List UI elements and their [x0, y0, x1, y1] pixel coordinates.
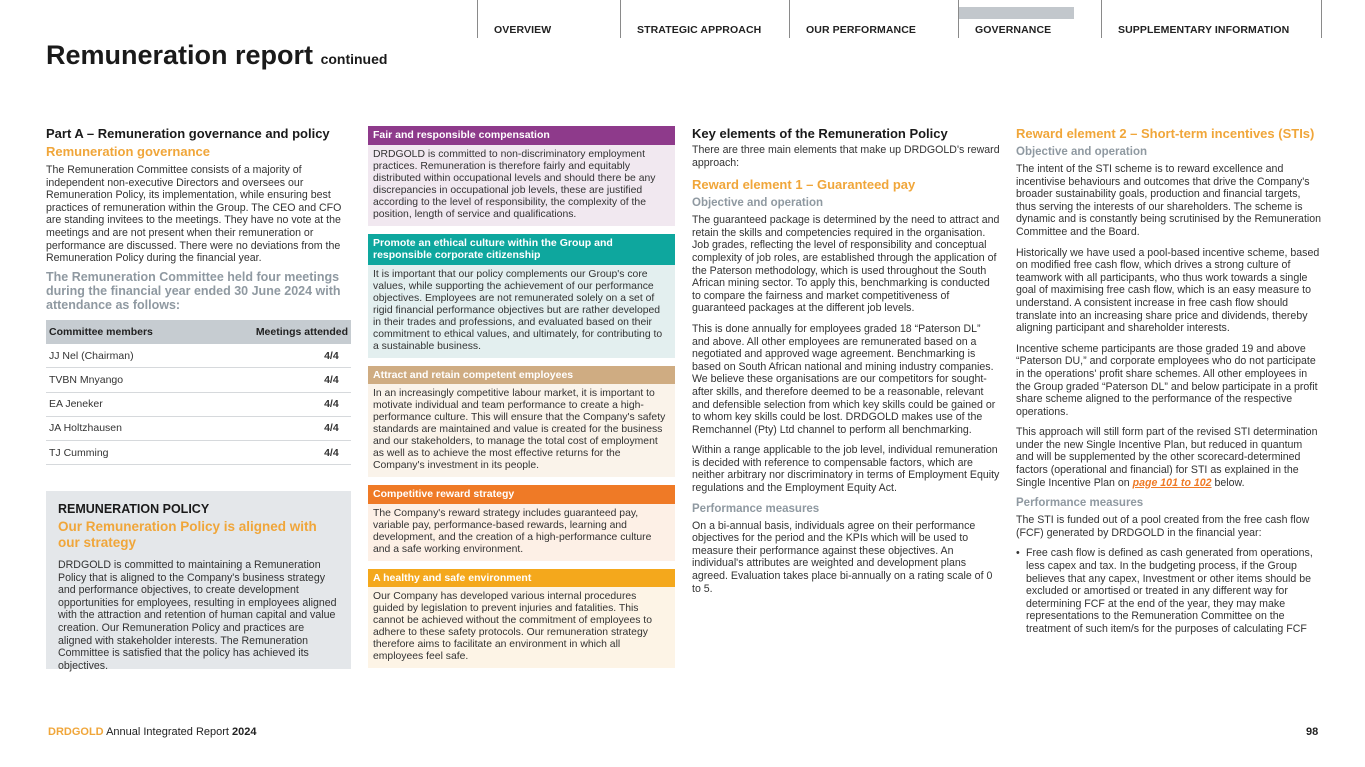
principle-box-ethical-culture: [368, 234, 675, 358]
attendance-value: 4/4: [165, 416, 351, 440]
body-paragraph: On a bi-annual basis, individuals agree on their performance objectives for the period and the KPIs which will be used to measure their performance against these objectives. An individual's attributes are weighted and development plans agreed. Evaluation takes place bi-annually on a rating scale of 0 to 5.: [692, 519, 993, 595]
objective-heading: Objective and operation: [692, 197, 823, 210]
performance-heading: Performance measures: [1016, 497, 1144, 510]
principle-text: DRDGOLD is committed to non-discriminatory employment practices. Remuneration is therefore fairly and equitably distributed within occupational levels and should there be any discrepancies in occupational job levels, these are justified according to the level of responsibility, the complexity of the position, length of service and qualifications.: [373, 148, 656, 220]
bullet-list: [1016, 547, 1322, 635]
policy-text: DRDGOLD is committed to maintaining a Remuneration Policy that is aligned to the Company's business strategy and performance objectives, to create development opportunities for employees, resulting in employees aligned with the attraction and retention of human capital and value creation. Our Remuneration Policy and practices are aligned with stakeholder interests. The Remuneration Committee is satisfied that the policy has achieved its objectives.: [58, 559, 337, 672]
top-navigation: [477, 0, 1322, 38]
footer-year: 2024: [232, 726, 257, 738]
member-name: TVBN Mnyango: [46, 368, 165, 392]
policy-title: REMUNERATION POLICY: [58, 502, 210, 516]
principle-title: Promote an ethical culture within the Group and responsible corporate citizenship: [368, 234, 675, 265]
body-paragraph: Within a range applicable to the job level, individual remuneration is decided with reference to compensable factors, which are neither arbitrary nor discriminatory in terms of Employment Equity regulations and the Employment Equity Act.: [692, 444, 1000, 495]
principle-box-healthy-safe: [368, 569, 675, 669]
table-header-meetings: Meetings attended: [165, 320, 351, 344]
member-name: JA Holtzhausen: [46, 416, 165, 440]
page-title-suffix: continued: [320, 51, 388, 67]
column-principles: [368, 126, 675, 668]
body-paragraph: The STI is funded out of a pool created from the free cash flow (FCF) generated by DRDGOLD in the financial year:: [1016, 514, 1310, 539]
paragraph-text: This approach will still form part of the revised STI determination under the new Single Incentive Plan, but reduced in quantum and will be supplemented by the other scorecard-determined factors (operational and financial) for STI as explained in the Single Incentive Plan on: [1016, 426, 1318, 489]
policy-subtitle: Our Remuneration Policy is aligned with our strategy: [58, 519, 317, 550]
nav-tab-strategic-approach[interactable]: [620, 0, 789, 38]
column-guaranteed-pay: [692, 126, 1000, 603]
governance-paragraph: The Remuneration Committee consists of a majority of independent non-executive Directors and oversees our Remuneration Policy, its implementation, while ensuring best practices of remuneration within the Group. The CEO and CFO are standing invitees to the meetings. They have no vote at the meetings and are not present when their remuneration or performance are discussed. There were no deviations from the Remuneration Policy during the financial year.: [46, 164, 342, 265]
committee-table: [46, 320, 351, 465]
nav-tab-overview[interactable]: [477, 0, 620, 38]
member-name: TJ Cumming: [46, 441, 165, 465]
nav-tab-label: OUR PERFORMANCE: [806, 24, 917, 36]
section-heading: Part A – Remuneration governance and policy: [46, 126, 330, 141]
page-title-text: Remuneration report: [46, 40, 314, 70]
principle-title: Fair and responsible compensation: [368, 126, 675, 145]
section-subheading: Remuneration governance: [46, 144, 210, 159]
member-name: JJ Nel (Chairman): [46, 344, 165, 368]
reward-element-heading: Reward element 2 – Short-term incentives (STIs): [1016, 126, 1315, 141]
attendance-value: 4/4: [165, 344, 351, 368]
nav-tab-label: STRATEGIC APPROACH: [637, 24, 762, 36]
footer: [48, 726, 257, 738]
remuneration-policy-box: [46, 491, 351, 672]
section-heading: Key elements of the Remuneration Policy: [692, 126, 948, 141]
nav-tab-our-performance[interactable]: [789, 0, 958, 38]
principle-text: It is important that our policy complements our Group's core values, while supporting the achievement of our performance objectives. Employees are not remunerated solely on a set of rigid financial performance objectives but are rather developed in their trades and professions, and evaluated based on their commitment to ethical values, and ultimately, for contributing to a sustainable business.: [373, 268, 663, 352]
principle-title: Competitive reward strategy: [368, 485, 675, 504]
list-item: • Free cash flow is defined as cash generated from operations, less capex and tax. In the budgeting process, if the Group believes that any capex, Investment or other items should be excluded or amortised or treated in any different way for determining FCF at the end of the year, they may make representations to the Remuneration Committee on the treatment of such item/s for the purposes of calculating FCF: [1016, 547, 1322, 635]
principle-text: The Company's reward strategy includes guaranteed pay, variable pay, performance-based rewards, learning and development, and the creation of a high-performance culture and a safe working environment.: [373, 507, 652, 555]
footer-brand: DRDGOLD: [48, 726, 104, 738]
page-reference-link[interactable]: page 101 to 102: [1132, 476, 1212, 489]
table-row: [46, 368, 351, 392]
page-title: [46, 40, 387, 71]
body-paragraph: This is done annually for employees graded 18 “Paterson DL” and above. All other employees are remunerated based on a negotiated and approved wage agreement. Benchmarking is based on South African national and mining industry companies. We believe these organisations are our competitors for sought-after skills, and therefore deemed to be a reasonable, relevant and defensible selection from which key skills could be gained or to whom key skills could be lost. DRDGOLD makes use of the Remchannel (Pty) Ltd channel to perform all benchmarking.: [692, 322, 996, 436]
body-paragraph: The guaranteed package is determined by the need to attract and retain the skills and competencies required in the organisation. Job grades, reflecting the level of responsibility and conceptual complexity of job roles, are established through the application of the Paterson methodology, which is used throughout the South African mining sector. To apply this, benchmarking is conducted to compare the fairness and market competitiveness of guaranteed packages at the different job levels.: [692, 214, 1000, 315]
nav-tab-governance[interactable]: [958, 0, 1101, 38]
table-row: [46, 441, 351, 465]
table-header-members: Committee members: [46, 320, 165, 344]
body-paragraph: Incentive scheme participants are those graded 19 and above “Paterson DU,” and corporate employees who do not participate in the operations' profit share schemes. All other employees in the Group graded “Paterson DL” and below participate in a profit share scheme aligned to the performance of the respective operations.: [1016, 342, 1318, 418]
attendance-value: 4/4: [165, 392, 351, 416]
attendance-value: 4/4: [165, 441, 351, 465]
member-name: EA Jeneker: [46, 392, 165, 416]
active-tab-indicator: [959, 7, 1074, 19]
principle-box-fair-compensation: [368, 126, 675, 226]
objective-heading: Objective and operation: [1016, 146, 1147, 158]
nav-tab-label: OVERVIEW: [494, 24, 552, 36]
column-governance: [46, 126, 351, 465]
reward-element-heading: Reward element 1 – Guaranteed pay: [692, 177, 916, 193]
performance-heading: Performance measures: [692, 502, 820, 515]
principle-title: Attract and retain competent employees: [368, 366, 675, 385]
nav-tab-label: SUPPLEMENTARY INFORMATION: [1118, 24, 1290, 36]
nav-tab-label: GOVERNANCE: [975, 24, 1052, 36]
page-number: 98: [1306, 726, 1319, 738]
nav-tab-supplementary-information[interactable]: [1101, 0, 1322, 38]
principle-box-attract-retain: [368, 366, 675, 478]
table-row: [46, 392, 351, 416]
principle-text: Our Company has developed various internal procedures guided by legislation to prevent injuries and fatalities. This cannot be achieved without the commitment of employees to adhere to these safety protocols. Our remuneration strategy therefore aims to facilitate an environment in which all employees feel safe.: [373, 591, 652, 662]
principle-box-competitive-reward: [368, 485, 675, 561]
principle-title: A healthy and safe environment: [368, 569, 675, 588]
body-paragraph: The intent of the STI scheme is to reward excellence and incentivise behaviours and outcomes that drive the Company's broader sustainability goals, production and financial targets, thus serving the interests of our shareholders. The scheme is dynamic and is constantly being scrutinised by the Remuneration Committee and the Board.: [1016, 163, 1322, 238]
body-paragraph: [1016, 426, 1322, 489]
column-short-term-incentives: [1016, 126, 1322, 636]
paragraph-text: below.: [1214, 476, 1245, 489]
intro-paragraph: There are three main elements that make up DRDGOLD's reward approach:: [692, 144, 1000, 169]
meetings-heading: The Remuneration Committee held four meetings during the financial year ended 30 June 2024 with attendance as follows:: [46, 269, 341, 312]
table-row: [46, 344, 351, 368]
footer-report-name: Annual Integrated Report: [106, 726, 229, 738]
principle-text: In an increasingly competitive labour market, it is important to motivate individual and team performance to create a high-performance culture. This will ensure that the Company's safety standards are maintained and value is created for the business and our stakeholders, to manage the total cost of employment as well as to achieve the most effective returns for the Company's investment in its people.: [373, 388, 666, 471]
attendance-value: 4/4: [165, 368, 351, 392]
table-row: [46, 416, 351, 440]
body-paragraph: Historically we have used a pool-based incentive scheme, based on modified free cash flow, which drives a strong culture of teamwork with all participants, who thus work towards a single goal of maximising free cash flow, which is an easy measure to understand. A consistent increase in free cash flow should translate into an increasing share price and dividends, thereby aligning participant and shareholder interests.: [1016, 246, 1320, 335]
